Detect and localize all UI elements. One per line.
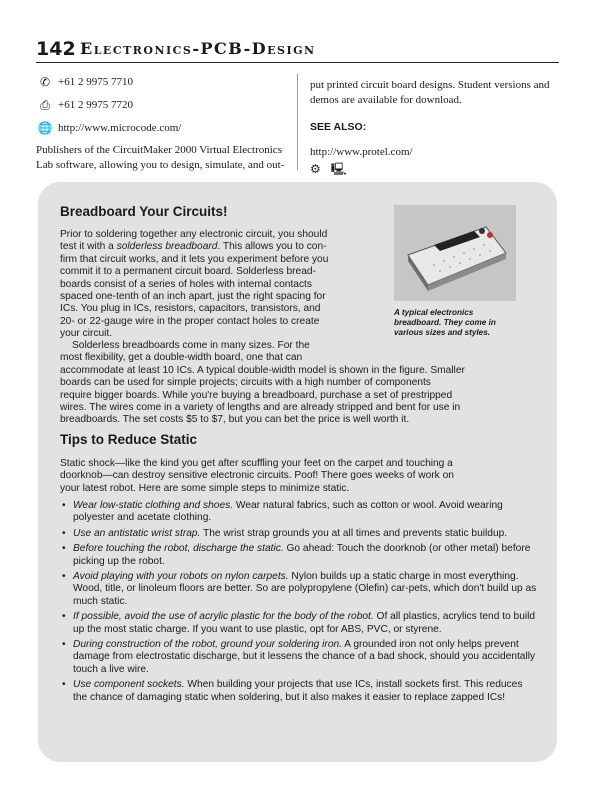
contact-column (36, 74, 298, 173)
tip-body: Wear natural fabrics, such as cotton or wool. Avoid wearing polyester and acetate clothing. (73, 500, 503, 524)
page-header (36, 38, 559, 63)
tip-lead: If possible, avoid the use of acrylic plastic for the body of the robot. (73, 611, 374, 623)
text-line: require bigger boards. While you're buying a breadboard, purchase a set of prestripped (60, 389, 453, 401)
tip-lead: Before touching the robot, discharge the static. (73, 543, 284, 555)
page-number: 142 (36, 38, 76, 60)
continued-line: demos are available for download. (310, 94, 462, 106)
list-item (60, 500, 538, 525)
description-line: Lab software, allowing you to design, simulate, and out- (36, 159, 285, 171)
breadboard-heading: Breadboard Your Circuits! (60, 204, 228, 219)
list-item (60, 679, 538, 704)
see-also-label: SEE ALSO: (310, 121, 367, 133)
tip-body: When building your projects that use ICs, install sockets first. This reduces the chance of damaging static when soldering, but it also makes it easier to replace zapped ICs! (73, 679, 523, 703)
list-item (60, 543, 538, 568)
text-line: spaced one-tenth of an inch apart, just the right spacing for (60, 291, 326, 303)
tip-body: Go ahead: Touch the doorknob (or other metal) before picking up the robot. (73, 543, 531, 567)
list-item (60, 528, 538, 540)
globe-icon: 🌐 (37, 121, 53, 135)
description (36, 143, 298, 173)
text-line: accommodate at least 10 ICs. A typical double-width model is shown in the figure. Smaller (60, 364, 465, 376)
text-line: most flexibility, get a double-width board, one that can (60, 352, 303, 364)
text-line: boards can be used for simple projects; circuits with a high number of components (60, 377, 431, 389)
list-item (60, 571, 538, 608)
computer-icon: 🖳 (330, 162, 347, 176)
photo-caption: A typical electronics breadboard. They come in various sizes and styles. (394, 308, 496, 337)
tip-lead: Use component sockets. (73, 679, 185, 691)
text-line: wires. The wires come in a variety of lengths and are already stripped and bent for use in (60, 402, 461, 414)
platform-icons (310, 162, 560, 177)
website-link[interactable]: http://www.microcode.com/ (58, 122, 182, 134)
emphasis: solderless breadboard (116, 241, 218, 253)
breadboard-illustration (394, 205, 516, 301)
text-line: boards consist of a series of holes with internal contacts (60, 278, 312, 290)
tip-body: Of all plastics, acrylics tend to build up the most static charge. If you want to use plastic, opt for ABS, PVC, or styrene. (73, 611, 536, 635)
phone-number: +61 2 9975 7710 (58, 76, 133, 88)
continued-line: put printed circuit board designs. Student versions and (310, 79, 550, 91)
tip-lead: Use an antistatic wrist strap. (73, 527, 201, 539)
text-line: ICs. You plug in ICs, resistors, capacitors, transistors, and (60, 303, 321, 315)
static-intro (60, 458, 540, 495)
url-row (36, 120, 298, 137)
tip-body: A grounded iron not only helps prevent damage from electrostatic discharge, but it lessens the chance of a bad shock, should you accidentally touch a live wire. (73, 639, 536, 675)
static-tips-list (60, 500, 538, 707)
fax-number: +61 2 9975 7720 (58, 99, 133, 111)
text-line: your latest robot. Here are some simple steps to minimize static. (60, 482, 350, 494)
tip-body: The wrist strap grounds you at all times and prevents static buildup. (200, 527, 508, 539)
text-line: Prior to soldering together any electronic circuit, you should (60, 229, 328, 240)
phone-icon: ✆ (39, 75, 51, 89)
text-line: breadboards. The set costs $5 to $7, but you can bet the price is well worth it. (60, 414, 410, 426)
list-item (60, 639, 538, 676)
text-line: test it with a solderless breadboard. This allows you to con- (60, 241, 327, 253)
tip-lead: Wear low-static clothing and shoes. (73, 500, 234, 511)
breadboard-paragraph-2 (60, 340, 540, 427)
text-line: commit it to a permanent circuit board. Solderless bread- (60, 266, 316, 278)
text-line: 20- or 22-gauge wire in the proper contact holes to create (60, 315, 320, 327)
tip-body: Nylon builds up a static charge in most everything. Wood, title, or linoleum floors are better. So are polypropylene (Olefin) car-pets, which don't build up as much static. (73, 571, 537, 607)
description-line: Publishers of the CircuitMaker 2000 Virtual Electronics (36, 144, 282, 156)
text-line: Solderless breadboards come in many sizes. For the (72, 340, 310, 351)
text-line: your circuit. (60, 328, 113, 340)
text-line: firm that circuit works, and it lets you experiment before you (60, 253, 329, 265)
fax-row (36, 97, 298, 114)
see-also-link[interactable]: http://www.protel.com/ (310, 146, 413, 158)
breadboard-paragraph-1 (60, 229, 380, 341)
chapter-title: Electronics-PCB-Design (80, 39, 316, 58)
text-line: Static shock—like the kind you get after scuffling your feet on the carpet and touching a (60, 458, 453, 469)
tip-lead: Avoid playing with your robots on nylon carpets. (73, 571, 289, 583)
breadboard-photo (394, 205, 516, 301)
fax-icon: ⎙ (40, 98, 50, 112)
list-item (60, 611, 538, 636)
text-line: doorknob—can destroy sensitive electronic circuits. Poof! There goes weeks of work on (60, 470, 454, 482)
globe-gear-icon: ⚙ (310, 162, 321, 176)
column-divider (297, 74, 298, 170)
phone-row (36, 74, 298, 91)
tip-lead: During construction of the robot, ground your soldering iron. (73, 639, 342, 651)
static-heading: Tips to Reduce Static (60, 432, 198, 447)
right-column (310, 78, 560, 177)
